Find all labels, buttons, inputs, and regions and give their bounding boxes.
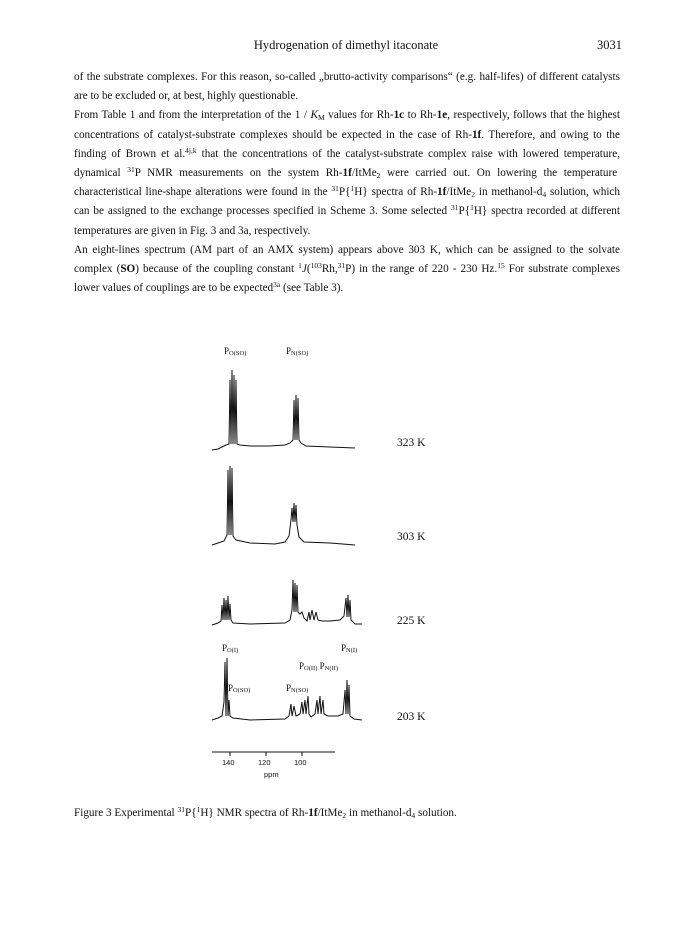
peak-label-po-so-top: $P_{O(SO)}$: [224, 346, 247, 357]
tick-label-100: 100: [294, 758, 307, 767]
axis-unit-label: ppm: [264, 770, 279, 779]
tick-label-120: 120: [258, 758, 271, 767]
temp-225K: 225 K: [397, 615, 426, 627]
page-number: 3031: [597, 38, 622, 52]
temp-323K: 323 K: [397, 437, 426, 449]
spectrum-303K: [212, 466, 355, 545]
paragraph-2: From Table 1 and from the interpretation of the $1 / K_M$ values for Rh-1c to Rh-1e, respectively, follows that the highest concentrations of catalyst-substrate complexes should be expected in the case of Rh-1f. Therefore, and owing to the finding of Brown et al.$^{4j,k}$ that the concentrations of the catalyst-substrate complex raise with lowered temperature, dynamical $^{31}$P NMR measurements on the system Rh-1f/ItMe$_2$ were carried out. On lowering the temperature characteristical line-shape alterations were found in the $^{31}$P{$^1$H} spectra of Rh-1f/ItMe$_2$ in methanol-$d_4$ solution, which can be assigned to the exchange processes specified in Scheme 3. Some selected $^{31}$P{$^1$H} spectra recorded at different temperatures are given in Fig. 3 and 3a, respectively.: [74, 109, 620, 237]
temp-203K: 203 K: [397, 711, 426, 723]
paragraph-3: An eight-lines spectrum (AM part of an AMX system) appears above 303 K, which can be assigned to the solvate complex (SO) because of the coupling constant $^1$J($^{103}$Rh,$^{31}$P) in the range of 220 - 230 Hz.$^{15}$ For substrate complexes lower values of couplings are to be expected$^{3a}$ (see Table 3).: [74, 243, 620, 295]
peak-label-pn-so: $P_{N(SO)}$: [286, 683, 309, 694]
paragraph-1: of the substrate complexes. For this reason, so-called „brutto-activity comparisons“ (e.g. half-lifes) of different catalysts are to be excluded or, at best, highly questionable.: [74, 71, 620, 103]
peak-label-po-ii-pn-ii: $P_{O(II)}$ $P_{N(II)}$: [299, 661, 338, 672]
running-title: Hydrogenation of dimethyl itaconate: [253, 38, 439, 52]
peak-label-pn-i: $P_{N(I)}$: [341, 643, 358, 654]
spectrum-323K: [212, 370, 355, 450]
figure-caption: Figure 3 Experimental $^{31}$P{$^1$H} NMR spectra of Rh-1f/ItMe$_2$ in methanol-$d_4$ solution.: [74, 805, 457, 820]
peak-label-po-so: $P_{O(SO)}$: [228, 683, 251, 694]
tick-label-140: 140: [222, 758, 235, 767]
temp-303K: 303 K: [397, 531, 426, 543]
spectrum-225K: [212, 580, 362, 625]
peak-label-po-i: $P_{O(I)}$: [222, 643, 239, 654]
peak-label-pn-so-top: $P_{N(SO)}$: [286, 346, 309, 357]
